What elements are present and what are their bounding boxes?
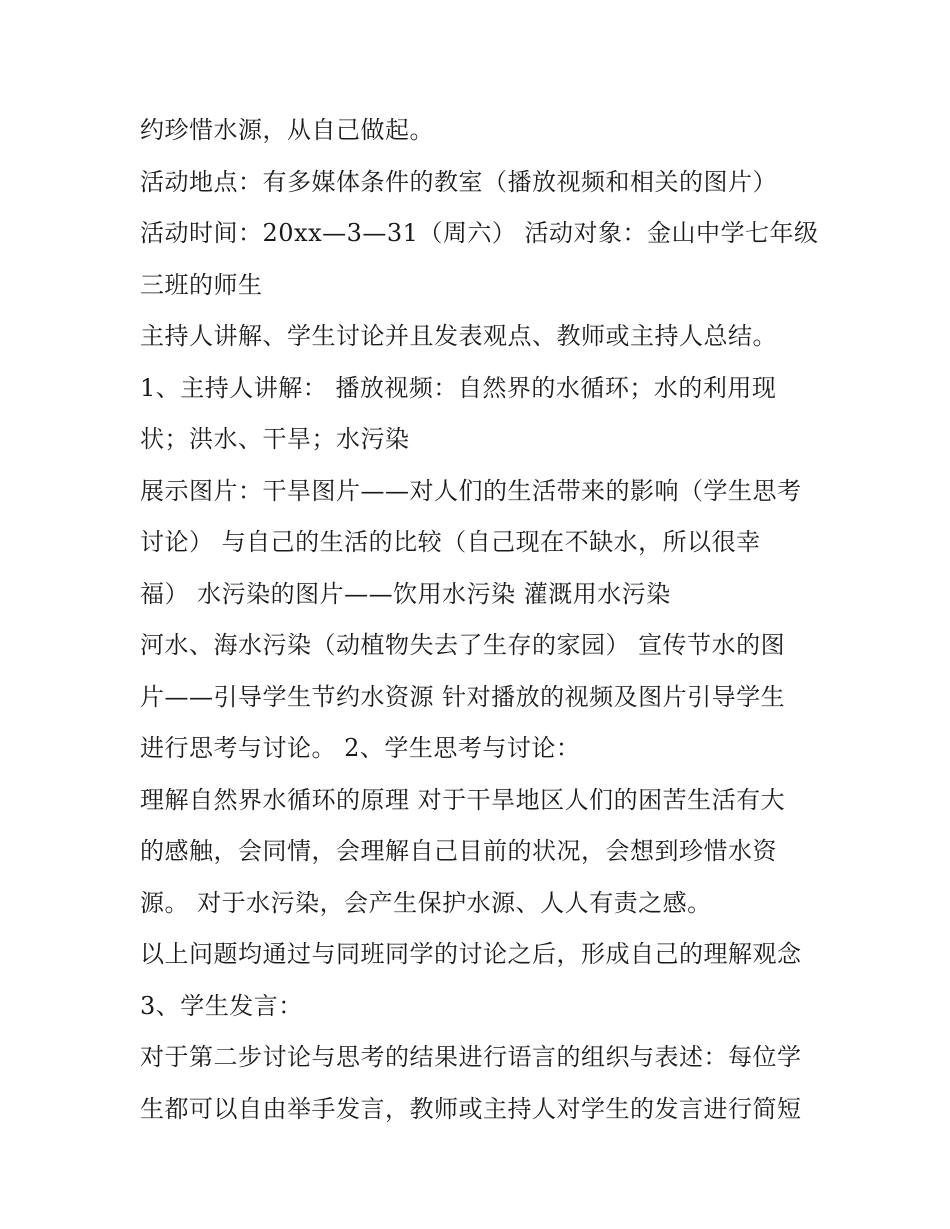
text-line: 主持人讲解、学生讨论并且发表观点、教师或主持人总结。 <box>140 322 777 350</box>
text-line: 对于第二步讨论与思考的结果进行语言的组织与表述：每位学 <box>140 1043 802 1071</box>
text-line: 3、学生发言： <box>140 991 303 1020</box>
text-line: 河水、海水污染（动植物失去了生存的家园） 宣传节水的图 <box>140 631 786 659</box>
text-line: 生都可以自由举手发言，教师或主持人对学生的发言进行简短 <box>140 1094 802 1123</box>
text-line: 状；洪水、干旱；水污染 <box>140 425 410 453</box>
text-line: 约珍惜水源，从自己做起。 <box>140 116 434 144</box>
text-line: 片——引导学生节约水资源 针对播放的视频及图片引导学生 <box>140 682 786 711</box>
text-line: 以上问题均通过与同班同学的讨论之后，形成自己的理解观念 <box>140 940 802 968</box>
text-line: 1、主持人讲解： 播放视频：自然界的水循环；水的利用现 <box>140 373 777 402</box>
text-line: 展示图片：干旱图片——对人们的生活带来的影响（学生思考 <box>140 476 802 505</box>
text-line: 三班的师生 <box>140 270 263 299</box>
text-line: 福） 水污染的图片——饮用水污染 灌溉用水污染 <box>140 579 671 608</box>
text-line: 活动时间：20xx—3—31（周六） 活动对象：金山中学七年级 <box>140 219 819 247</box>
text-line: 讨论） 与自己的生活的比较（自己现在不缺水，所以很幸 <box>140 528 761 556</box>
text-line: 活动地点：有多媒体条件的教室（播放视频和相关的图片） <box>140 167 777 196</box>
text-line: 理解自然界水循环的原理 对于干旱地区人们的困苦生活有大 <box>140 785 786 814</box>
text-line: 进行思考与讨论。 2、学生思考与讨论： <box>140 734 581 762</box>
document-body <box>140 105 830 1135</box>
text-line: 的感触，会同情，会理解自己目前的状况，会想到珍惜水资 <box>140 837 777 865</box>
text-line: 源。 对于水污染，会产生保护水源、人人有责之感。 <box>140 888 712 917</box>
